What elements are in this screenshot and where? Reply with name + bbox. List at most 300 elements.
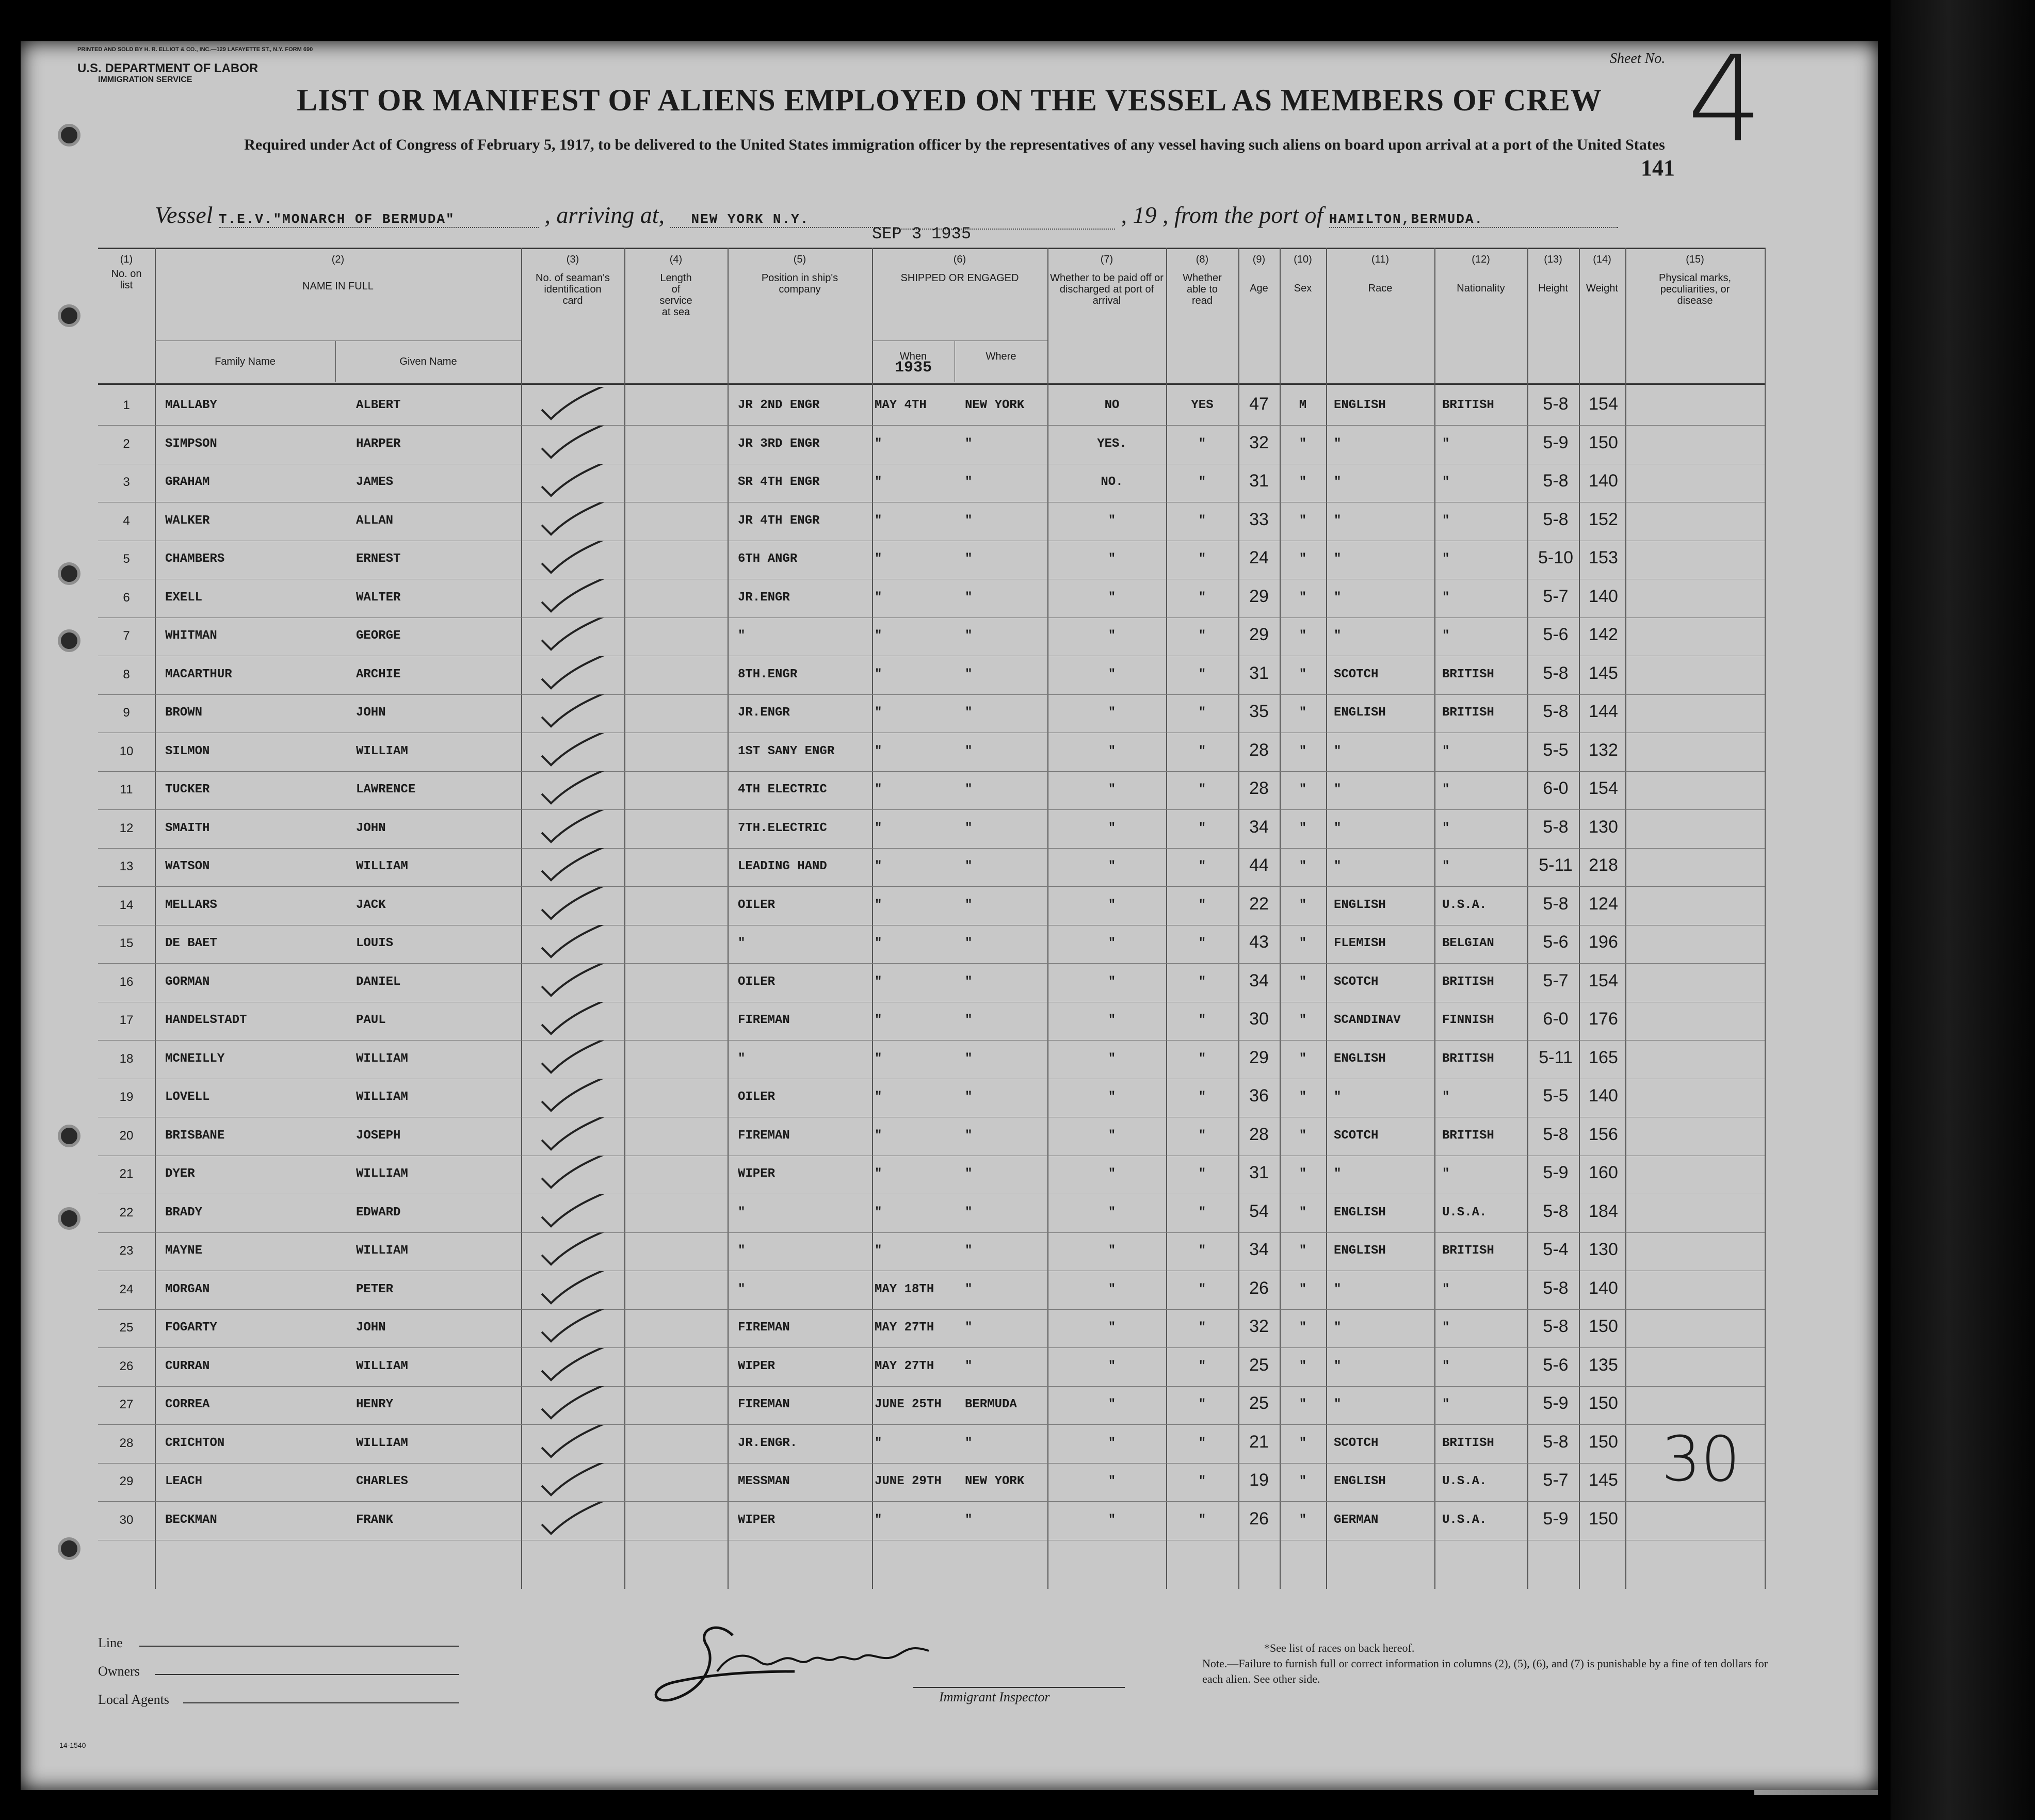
cell-weight: 140 (1589, 586, 1618, 606)
checkmark (537, 387, 619, 425)
cell-nationality: " (1442, 744, 1450, 758)
col-6-header: (6) SHIPPED OR ENGAGED (900, 254, 1019, 284)
cell-read: " (1198, 1051, 1206, 1066)
cell-position: JR 4TH ENGR (738, 513, 820, 528)
cell-sex: " (1299, 1398, 1307, 1411)
cell-no: 3 (123, 475, 130, 489)
cell-given: ARCHIE (356, 667, 401, 681)
cell-race: " (1334, 475, 1342, 489)
cell-age: 29 (1249, 625, 1269, 644)
cell-paid: " (1108, 1013, 1116, 1027)
cell-height: 5-11 (1539, 1047, 1573, 1067)
cell-when: " (875, 629, 882, 643)
cell-nationality: " (1442, 1321, 1450, 1335)
cell-family: LEACH (165, 1474, 203, 1488)
cell-paid: " (1108, 974, 1116, 989)
col-5-header: (5) Position in ship's company (761, 254, 838, 295)
cell-sex: " (1299, 513, 1307, 528)
cell-given: WILLIAM (356, 1051, 408, 1066)
cell-where: " (965, 706, 973, 720)
page-number: 141 (1641, 155, 1675, 181)
cell-age: 25 (1249, 1393, 1269, 1413)
owners-label: Owners (98, 1664, 140, 1679)
vessel-name: T.E.V."MONARCH OF BERMUDA" (219, 212, 539, 228)
cell-nationality: BELGIAN (1442, 936, 1494, 950)
cell-weight: 140 (1589, 1278, 1618, 1298)
cell-position: WIPER (738, 1513, 776, 1527)
cell-position: OILER (738, 974, 776, 989)
cell-race: " (1334, 859, 1342, 873)
cell-height: 5-4 (1543, 1240, 1569, 1259)
cell-weight: 156 (1589, 1124, 1618, 1144)
cell-where: " (965, 475, 973, 489)
cell-nationality: U.S.A. (1442, 1513, 1487, 1527)
cell-where: BERMUDA (965, 1398, 1017, 1411)
cell-when: " (875, 1128, 882, 1143)
cell-sex: " (1299, 590, 1307, 605)
cell-family: EXELL (165, 590, 203, 605)
cell-no: 26 (119, 1359, 134, 1373)
cell-no: 7 (123, 629, 130, 643)
cell-no: 14 (119, 898, 134, 912)
cell-given: JOHN (356, 706, 386, 720)
cell-no: 25 (119, 1321, 134, 1335)
cell-given: JOHN (356, 1321, 386, 1335)
cell-where: " (965, 590, 973, 605)
cell-where: " (965, 1167, 973, 1181)
cell-when: " (875, 667, 882, 681)
date-stamp: SEP 3 1935 (872, 224, 972, 243)
col-2-header: (2) NAME IN FULL (302, 254, 374, 292)
cell-given: GEORGE (356, 629, 401, 643)
cell-age: 31 (1249, 471, 1269, 491)
col-6-year: 1935 (894, 359, 932, 377)
cell-height: 5-10 (1538, 548, 1574, 567)
cell-age: 34 (1249, 817, 1269, 837)
cell-race: " (1334, 783, 1342, 797)
cell-family: WALKER (165, 513, 210, 528)
cell-when: " (875, 936, 882, 950)
cell-race: ENGLISH (1334, 1244, 1386, 1258)
cell-age: 28 (1249, 1124, 1269, 1144)
cell-when: " (875, 706, 882, 720)
cell-height: 5-9 (1543, 1508, 1569, 1529)
cell-age: 28 (1249, 778, 1269, 798)
cell-when: " (875, 1051, 882, 1066)
cell-height: 5-8 (1543, 1201, 1569, 1221)
cell-age: 32 (1249, 432, 1269, 452)
cell-no: 18 (119, 1051, 134, 1066)
cell-nationality: BRITISH (1442, 398, 1494, 412)
table-row (98, 1156, 1765, 1194)
cell-weight: 150 (1589, 1393, 1618, 1413)
cell-sex: " (1299, 1128, 1307, 1143)
sheet-label: Sheet No. (1610, 51, 1666, 67)
cell-paid: " (1108, 1282, 1116, 1296)
cell-when: MAY 27TH (875, 1359, 934, 1373)
cell-age: 19 (1249, 1470, 1269, 1490)
cell-family: SIMPSON (165, 436, 217, 451)
cell-no: 27 (119, 1398, 134, 1411)
checkmark (537, 964, 619, 1002)
cell-when: MAY 18TH (875, 1282, 934, 1296)
manifest-table (98, 248, 1749, 1589)
cell-when: " (875, 859, 882, 873)
cell-family: BRADY (165, 1205, 203, 1220)
cell-family: FOGARTY (165, 1321, 217, 1335)
cell-paid: " (1108, 667, 1116, 681)
cell-nationality: U.S.A. (1442, 1474, 1487, 1488)
cell-where: " (965, 1513, 973, 1527)
cell-nationality: BRITISH (1442, 1128, 1494, 1143)
cell-where: NEW YORK (965, 398, 1025, 412)
cell-sex: " (1299, 552, 1307, 566)
cell-race: ENGLISH (1334, 1474, 1386, 1488)
cell-read: " (1198, 1474, 1206, 1488)
cell-height: 5-8 (1543, 471, 1569, 491)
cell-no: 9 (123, 706, 130, 720)
cell-nationality: U.S.A. (1442, 1205, 1487, 1220)
cell-weight: 176 (1589, 1009, 1618, 1029)
cell-position: " (738, 629, 746, 643)
cell-paid: " (1108, 1128, 1116, 1143)
cell-given: DANIEL (356, 974, 401, 989)
cell-paid: " (1108, 898, 1116, 912)
cell-no: 11 (120, 783, 133, 797)
cell-no: 19 (119, 1090, 134, 1104)
table-row (98, 541, 1765, 579)
cell-when: " (875, 1513, 882, 1527)
cell-height: 5-9 (1543, 432, 1569, 452)
col-12-header: (12) Nationality (1457, 254, 1505, 294)
table-row (98, 387, 1765, 425)
cell-where: " (965, 629, 973, 643)
cell-where: " (965, 1321, 973, 1335)
cell-when: " (875, 1436, 882, 1450)
cell-height: 5-11 (1539, 855, 1573, 875)
cell-read: " (1198, 1398, 1206, 1411)
cell-given: CHARLES (356, 1474, 408, 1488)
cell-where: " (965, 436, 973, 451)
cell-where: " (965, 1090, 973, 1104)
cell-no: 23 (119, 1244, 134, 1258)
cell-when: " (875, 436, 882, 451)
cell-given: JAMES (356, 475, 394, 489)
cell-weight: 152 (1589, 509, 1618, 529)
col-2a-header: Family Name (215, 356, 276, 367)
cell-family: WHITMAN (165, 629, 217, 643)
cell-age: 36 (1249, 1086, 1269, 1106)
binder-hole (58, 304, 80, 327)
cell-position: LEADING HAND (738, 859, 827, 873)
cell-race: ENGLISH (1334, 398, 1386, 412)
table-row (98, 1041, 1765, 1079)
cell-where: " (965, 936, 973, 950)
cell-no: 5 (123, 552, 130, 566)
col-14-header: (14) Weight (1586, 254, 1618, 294)
cell-paid: " (1108, 1167, 1116, 1181)
cell-height: 5-5 (1543, 1086, 1569, 1106)
cell-race: " (1334, 513, 1342, 528)
cell-where: " (965, 859, 973, 873)
cell-age: 24 (1249, 548, 1269, 567)
cell-position: FIREMAN (738, 1013, 790, 1027)
cell-read: " (1198, 436, 1206, 451)
form-id: 14-1540 (59, 1741, 86, 1749)
vessel-line: Vessel T.E.V."MONARCH OF BERMUDA" , arriving at, NEW YORK N.Y. , 19 , from the port of HAMILTON,BERMUDA. (155, 201, 1618, 230)
cell-where: " (965, 1128, 973, 1143)
cell-given: JOSEPH (356, 1128, 401, 1143)
cell-given: WILLIAM (356, 1359, 408, 1373)
cell-race: SCOTCH (1334, 667, 1379, 681)
table-row (98, 618, 1765, 656)
cell-nationality: BRITISH (1442, 1051, 1494, 1066)
cell-height: 5-8 (1543, 893, 1569, 914)
table-row (98, 426, 1765, 464)
cell-family: CHAMBERS (165, 552, 225, 566)
cell-race: ENGLISH (1334, 1205, 1386, 1220)
cell-weight: 124 (1589, 893, 1618, 914)
cell-read: " (1198, 629, 1206, 643)
binder-hole (58, 1207, 80, 1230)
cell-given: ALBERT (356, 398, 401, 412)
cell-race: " (1334, 552, 1342, 566)
cell-family: SMAITH (165, 821, 210, 835)
col-9-header: (9) Age (1250, 254, 1268, 294)
col-6a-header: When (899, 351, 927, 362)
cell-position: JR.ENGR (738, 590, 790, 605)
checkmark (537, 1348, 619, 1386)
cell-position: " (738, 1205, 746, 1220)
cell-position: WIPER (738, 1167, 776, 1181)
cell-family: MORGAN (165, 1282, 210, 1296)
cell-read: " (1198, 1205, 1206, 1220)
cell-read: " (1198, 1436, 1206, 1450)
cell-sex: " (1299, 1474, 1307, 1488)
cell-weight: 154 (1589, 970, 1618, 990)
checkmark (537, 1386, 619, 1424)
cell-weight: 144 (1589, 702, 1618, 721)
cell-read: " (1198, 1128, 1206, 1143)
cell-family: MCNEILLY (165, 1051, 225, 1066)
checkmark (537, 733, 619, 771)
cell-when: " (875, 898, 882, 912)
cell-position: OILER (738, 898, 776, 912)
table-row (98, 887, 1765, 925)
printer-credit: PRINTED AND SOLD BY H. R. ELLIOT & CO., INC.—129 LAFAYETTE ST., N.Y. FORM 690 (77, 46, 313, 53)
cell-family: MELLARS (165, 898, 217, 912)
cell-nationality: BRITISH (1442, 974, 1494, 989)
cell-weight: 218 (1589, 855, 1618, 875)
cell-nationality: " (1442, 821, 1450, 835)
cell-age: 31 (1249, 663, 1269, 683)
cell-where: " (965, 1013, 973, 1027)
cell-given: LOUIS (356, 936, 394, 950)
local-agents-label: Local Agents (98, 1692, 169, 1707)
cell-sex: " (1299, 859, 1307, 873)
cell-race: " (1334, 744, 1342, 758)
cell-read: " (1198, 974, 1206, 989)
cell-sex: " (1299, 1013, 1307, 1027)
cell-position: 4TH ELECTRIC (738, 783, 827, 797)
cell-sex: " (1299, 898, 1307, 912)
col-3-header: (3) No. of seaman's identification card (536, 254, 610, 306)
cell-height: 5-8 (1543, 1278, 1569, 1298)
cell-no: 16 (119, 974, 134, 989)
cell-when: " (875, 513, 882, 528)
cell-sex: " (1299, 1513, 1307, 1527)
table-row (98, 1309, 1765, 1347)
table-row (98, 771, 1765, 809)
cell-race: SCANDINAV (1334, 1013, 1401, 1027)
cell-sex: " (1299, 667, 1307, 681)
cell-no: 1 (123, 398, 130, 412)
cell-family: CORREA (165, 1398, 210, 1411)
cell-read: " (1198, 1013, 1206, 1027)
cell-family: DYER (165, 1167, 195, 1181)
cell-position: JR 2ND ENGR (738, 398, 820, 412)
cell-race: GERMAN (1334, 1513, 1379, 1527)
cell-family: MACARTHUR (165, 667, 232, 681)
cell-sex: " (1299, 974, 1307, 989)
checkmark (537, 579, 619, 618)
cell-position: MESSMAN (738, 1474, 790, 1488)
checkmark (537, 1117, 619, 1156)
sheet-number: 4 (1687, 41, 1763, 169)
cell-nationality: " (1442, 475, 1450, 489)
cell-nationality: BRITISH (1442, 706, 1494, 720)
cell-when: MAY 4TH (875, 398, 927, 412)
table-row (98, 1502, 1765, 1540)
cell-given: WALTER (356, 590, 401, 605)
col-2b-header: Given Name (399, 356, 457, 367)
checkmark (537, 848, 619, 886)
cell-race: " (1334, 1090, 1342, 1104)
checkmark (537, 1425, 619, 1463)
cell-age: 32 (1249, 1317, 1269, 1336)
cell-given: JOHN (356, 821, 386, 835)
checkmark (537, 541, 619, 579)
cell-position: " (738, 936, 746, 950)
cell-nationality: " (1442, 1398, 1450, 1411)
col-13-header: (13) Height (1538, 254, 1568, 294)
cell-sex: " (1299, 1244, 1307, 1258)
cell-no: 29 (119, 1474, 134, 1488)
cell-given: HENRY (356, 1398, 394, 1411)
cell-paid: " (1108, 590, 1116, 605)
cell-height: 5-8 (1543, 702, 1569, 721)
cell-nationality: " (1442, 590, 1450, 605)
cell-no: 28 (119, 1436, 134, 1450)
cell-race: " (1334, 1167, 1342, 1181)
cell-nationality: " (1442, 783, 1450, 797)
cell-paid: " (1108, 1513, 1116, 1527)
cell-sex: " (1299, 783, 1307, 797)
cell-read: " (1198, 859, 1206, 873)
cell-weight: 140 (1589, 1086, 1618, 1106)
cell-sex: " (1299, 1051, 1307, 1066)
col-7-header: (7) Whether to be paid off or discharged at port of arrival (1050, 254, 1164, 306)
form-title: LIST OR MANIFEST OF ALIENS EMPLOYED ON THE VESSEL AS MEMBERS OF CREW (297, 83, 1602, 117)
checkmark (537, 1309, 619, 1347)
cell-paid: " (1108, 1090, 1116, 1104)
cell-age: 29 (1249, 1047, 1269, 1067)
cell-height: 5-7 (1543, 586, 1569, 606)
cell-age: 47 (1249, 394, 1269, 414)
cell-height: 5-5 (1543, 740, 1569, 760)
table-row (98, 733, 1765, 771)
checkmark (537, 1271, 619, 1309)
cell-nationality: " (1442, 629, 1450, 643)
cell-nationality: " (1442, 513, 1450, 528)
cell-paid: " (1108, 783, 1116, 797)
cell-weight: 130 (1589, 1240, 1618, 1259)
cell-weight: 153 (1589, 548, 1618, 567)
form-footer (98, 1615, 1801, 1769)
cell-height: 5-6 (1543, 932, 1569, 952)
cell-no: 12 (119, 821, 134, 835)
checkmark (537, 771, 619, 809)
cell-no: 2 (123, 436, 130, 451)
cell-age: 43 (1249, 932, 1269, 952)
checkmark (537, 925, 619, 963)
cell-race: " (1334, 436, 1342, 451)
cell-height: 6-0 (1543, 1009, 1569, 1029)
cell-family: MAYNE (165, 1244, 203, 1258)
cell-where: " (965, 1436, 973, 1450)
cell-where: " (965, 821, 973, 835)
cell-where: " (965, 744, 973, 758)
col-4-header: (4) Length of service at sea (659, 254, 692, 318)
cell-age: 29 (1249, 586, 1269, 606)
cell-given: ALLAN (356, 513, 394, 528)
inspector-label: Immigrant Inspector (939, 1689, 1050, 1704)
checkmark (537, 1041, 619, 1079)
cell-height: 5-9 (1543, 1163, 1569, 1182)
cell-weight: 184 (1589, 1201, 1618, 1221)
cell-where: " (965, 552, 973, 566)
cell-position: 7TH.ELECTRIC (738, 821, 827, 835)
binder-hole (58, 629, 80, 652)
cell-no: 22 (119, 1205, 134, 1220)
cell-nationality: " (1442, 1359, 1450, 1373)
cell-weight: 150 (1589, 432, 1618, 452)
cell-when: JUNE 29TH (875, 1474, 942, 1488)
footer-note: *See list of races on back hereof. Note.—Failure to furnish full or correct information in columns (2), (5), (6), and (7) is punishable by a fine of ten dollars for each alien. See other side. (1202, 1642, 1768, 1685)
checkmark (537, 1079, 619, 1117)
cell-nationality: " (1442, 1282, 1450, 1296)
checkmark (537, 1156, 619, 1194)
cell-race: " (1334, 590, 1342, 605)
cell-age: 34 (1249, 970, 1269, 990)
cell-where: " (965, 1282, 973, 1296)
cell-family: WATSON (165, 859, 210, 873)
cell-read: " (1198, 667, 1206, 681)
cell-sex: " (1299, 1359, 1307, 1373)
cell-position: FIREMAN (738, 1321, 790, 1335)
cell-when: " (875, 552, 882, 566)
checkmark (537, 1002, 619, 1040)
cell-age: 22 (1249, 893, 1269, 914)
cell-age: 54 (1249, 1201, 1269, 1221)
cell-sex: " (1299, 1282, 1307, 1296)
cell-position: " (738, 1244, 746, 1258)
cell-read: " (1198, 744, 1206, 758)
cell-nationality: " (1442, 1167, 1450, 1181)
cell-nationality: " (1442, 1090, 1450, 1104)
cell-given: WILLIAM (356, 1167, 408, 1181)
cell-nationality: " (1442, 552, 1450, 566)
